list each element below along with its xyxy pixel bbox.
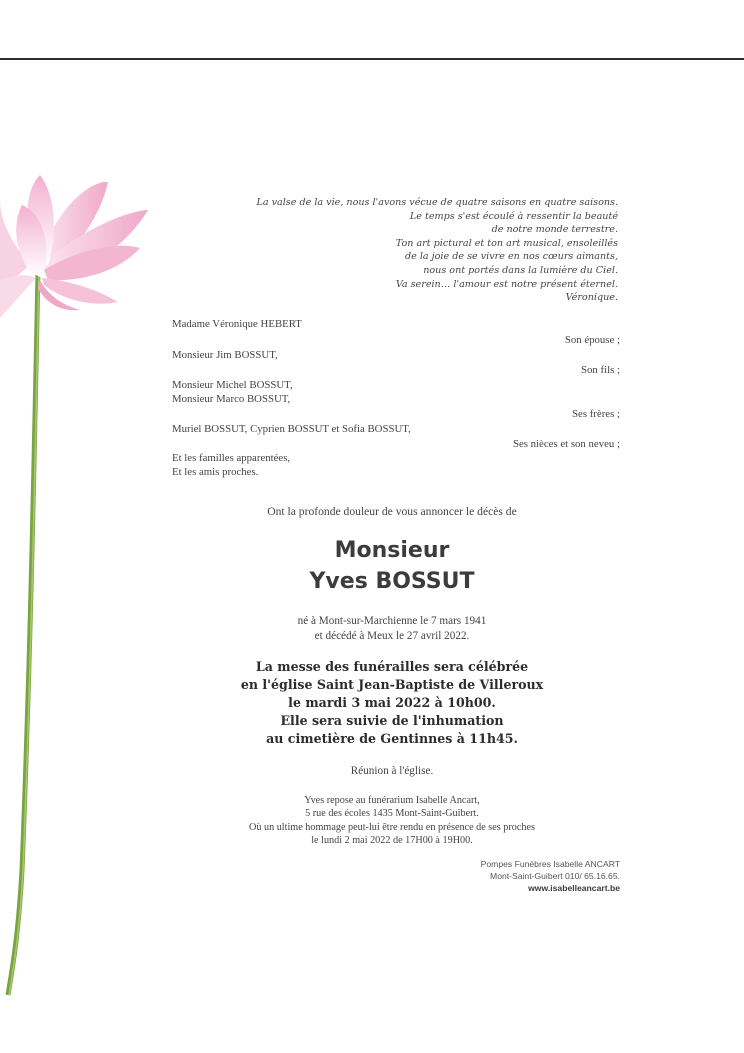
service-line: La messe des funérailles sera célébrée <box>255 659 529 674</box>
service-line: le mardi 3 mai 2022 à 10h00. <box>288 695 496 710</box>
poem-line: de notre monde terrestre. <box>491 224 618 236</box>
birth-line: né à Mont-sur-Marchienne le 7 mars 1941 <box>297 615 487 627</box>
repose-info <box>140 794 644 848</box>
son-name: Monsieur Jim BOSSUT, <box>172 349 278 361</box>
poem-line: La valse de la vie, nous l'avons vécue de quatre saisons en quatre saisons. <box>256 197 618 208</box>
brother-name: Monsieur Marco BOSSUT, <box>172 393 291 405</box>
son-role: Son fils ; <box>581 364 620 376</box>
funeral-service-info <box>140 658 644 748</box>
nieces-names: Muriel BOSSUT, Cyprien BOSSUT et Sofia BOSSUT, <box>172 423 411 435</box>
spouse-name: Madame Véronique HEBERT <box>172 318 302 330</box>
service-line: Elle sera suivie de l'inhumation <box>280 713 504 728</box>
lotus-flower-icon <box>0 170 160 1000</box>
nieces-role: Ses nièces et son neveu ; <box>512 438 620 450</box>
poem-signature: Véronique. <box>565 292 618 304</box>
families-line: Et les familles apparentées, <box>172 452 291 464</box>
poem-line: de la joie de se vivre en nos cœurs aimants, <box>404 251 618 263</box>
repose-line: 5 rue des écoles 1435 Mont-Saint-Guibert. <box>305 808 479 820</box>
funeral-home-info <box>481 858 620 895</box>
deceased-name-block <box>140 535 644 597</box>
deceased-title: Monsieur <box>334 538 450 563</box>
poem-line: Va serein… l'amour est notre présent éternel. <box>395 278 618 290</box>
repose-line: Où un ultime hommage peut-lui être rendu en présence de ses proches <box>248 821 535 833</box>
deceased-name: Yves BOSSUT <box>309 569 475 594</box>
birth-death-info <box>140 614 644 643</box>
announcement: Ont la profonde douleur de vous annoncer le décès de <box>267 505 517 518</box>
poem-line: Le temps s'est écoulé à ressentir la beauté <box>409 210 618 222</box>
brothers-role: Ses frères ; <box>572 408 620 420</box>
funeral-home-name: Pompes Funèbres Isabelle ANCART <box>480 859 620 869</box>
spouse-role: Son épouse ; <box>564 334 620 346</box>
poem <box>200 196 618 305</box>
poem-line: nous ont portés dans la lumière du Ciel. <box>423 264 618 276</box>
repose-line: Yves repose au funérarium Isabelle Ancart, <box>304 795 480 806</box>
service-line: en l'église Saint Jean-Baptiste de Villeroux <box>240 677 544 692</box>
service-line: au cimetière de Gentinnes à 11h45. <box>266 731 518 746</box>
funeral-home-address: Mont-Saint-Guibert 010/ 65.16.65. <box>490 871 620 882</box>
top-rule <box>0 58 744 60</box>
poem-line: Ton art pictural et ton art musical, ensoleillés <box>395 237 618 249</box>
repose-line: le lundi 2 mai 2022 de 17H00 à 19H00. <box>311 835 473 847</box>
funeral-home-website[interactable]: www.isabelleancart.be <box>528 883 620 894</box>
death-line: et décédé à Meux le 27 avril 2022. <box>314 629 470 642</box>
reunion-note: Réunion à l'église. <box>350 765 434 777</box>
brother-name: Monsieur Michel BOSSUT, <box>172 379 293 391</box>
friends-line: Et les amis proches. <box>172 466 259 478</box>
